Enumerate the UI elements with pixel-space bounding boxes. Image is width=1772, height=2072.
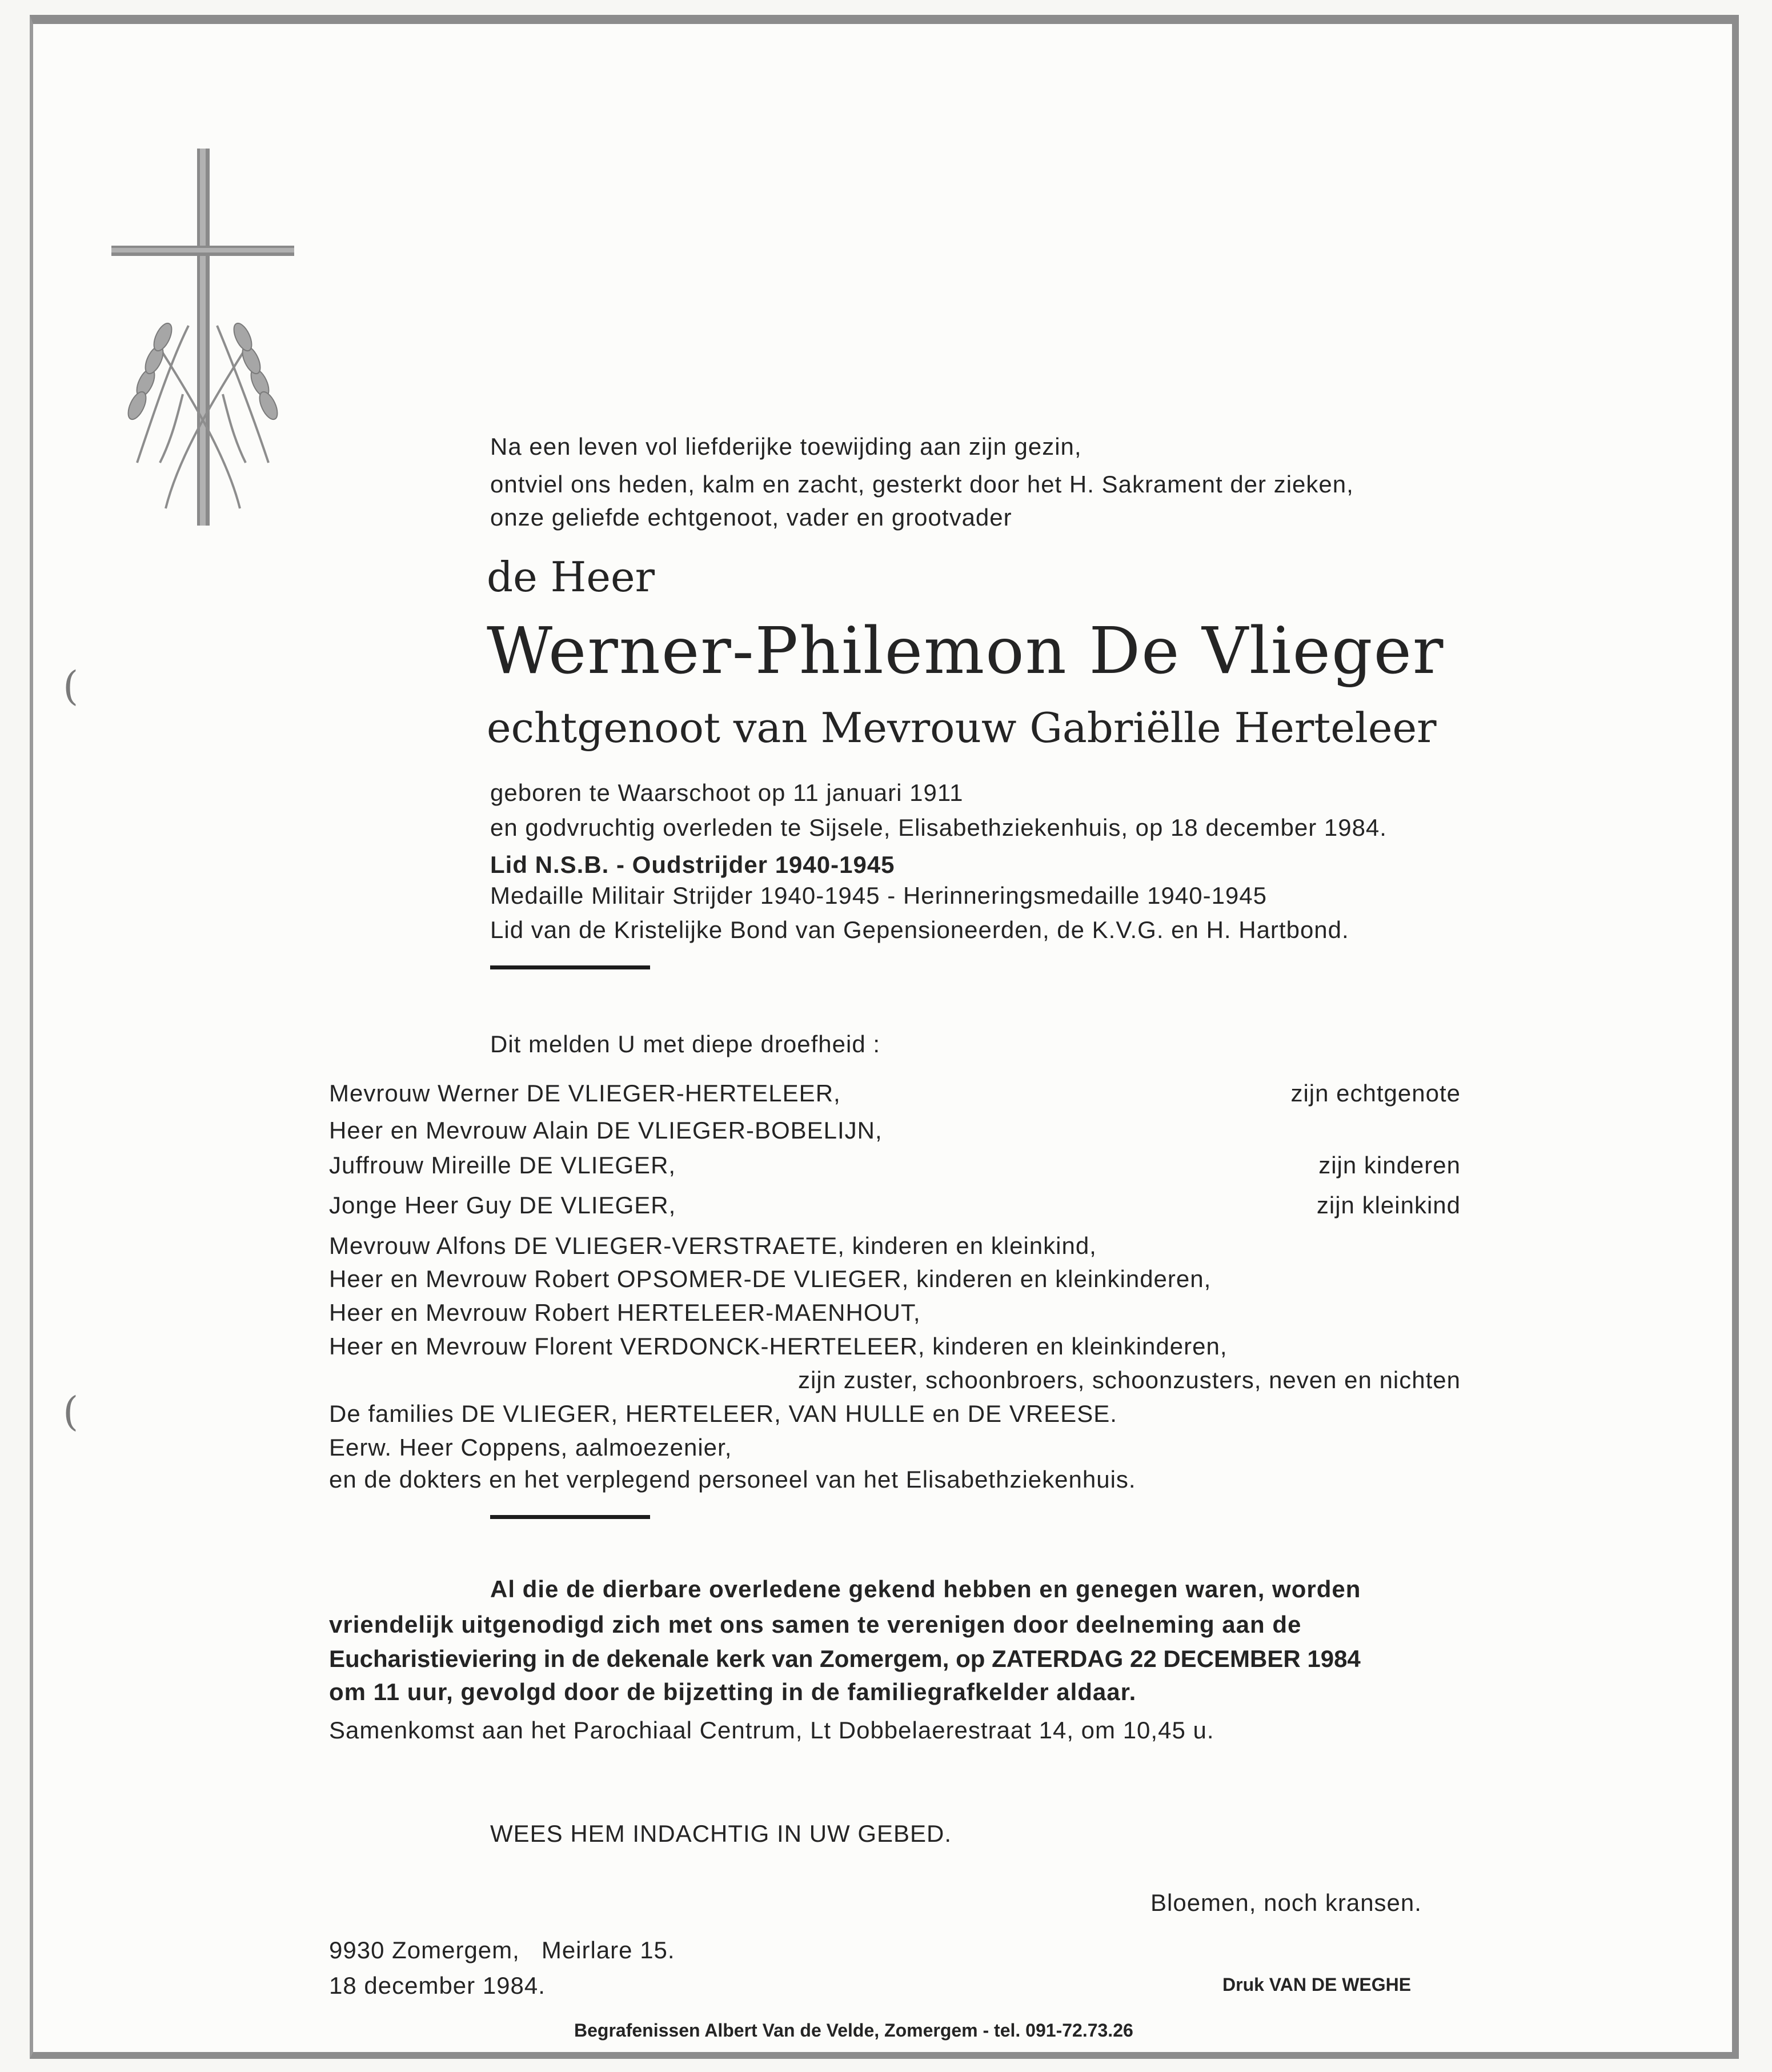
family-row-name: Mevrouw Alfons DE VLIEGER-VERSTRAETE, kinderen en kleinkind, [329,1232,1097,1259]
intro-line-2: ontviel ons heden, kalm en zacht, gesterkt door het H. Sakrament der zieken, [490,471,1354,498]
family-row-relation: zijn kinderen [1318,1152,1461,1179]
family-row-name: Heer en Mevrouw Robert HERTELEER-MAENHOUT, [329,1299,921,1326]
divider-2 [490,1515,650,1519]
announcement: Dit melden U met diepe droefheid : [490,1031,881,1057]
intro-line-3: onze geliefde echtgenoot, vader en grootvader [490,504,1012,531]
undertaker-line: Begrafenissen Albert Van de Velde, Zomergem - tel. 091-72.73.26 [574,2020,1133,2041]
flowers-note: Bloemen, noch kransen. [1150,1889,1422,1916]
family-address: 9930 Zomergem, Meirlare 15. [329,1937,675,1963]
notice-date: 18 december 1984. [329,1972,546,1999]
death-line: en godvruchtig overleden te Sijsele, Elisabethziekenhuis, op 18 december 1984. [490,814,1387,841]
meeting-line: Samenkomst aan het Parochiaal Centrum, Lt Dobbelaerestraat 14, om 10,45 u. [329,1717,1214,1744]
family-row-name: Juffrouw Mireille DE VLIEGER, [329,1152,676,1179]
invitation-line-3: Eucharistieviering in de dekenale kerk van Zomergem, op ZATERDAG 22 DECEMBER 1984 [329,1645,1361,1672]
prayer-line: WEES HEM INDACHTIG IN UW GEBED. [490,1820,952,1847]
invitation-line-1: Al die de dierbare overledene gekend hebben en genegen waren, worden [490,1576,1361,1602]
intro-line-1: Na een leven vol liefderijke toewijding aan zijn gezin, [490,433,1082,460]
family-row-name: Heer en Mevrouw Robert OPSOMER-DE VLIEGER, kinderen en kleinkinderen, [329,1265,1212,1292]
invitation-line-2: vriendelijk uitgenodigd zich met ons samen te verenigen door deelneming aan de [329,1611,1302,1638]
family-row-name: Heer en Mevrouw Florent VERDONCK-HERTELEER, kinderen en kleinkinderen, [329,1333,1228,1360]
family-row-name: Mevrouw Werner DE VLIEGER-HERTELEER, [329,1080,841,1107]
medals-line: Medaille Militair Strijder 1940-1945 - Herinneringsmedaille 1940-1945 [490,882,1268,909]
birth-line: geboren te Waarschoot op 11 januari 1911 [490,779,964,806]
honorific: de Heer [487,553,655,601]
clubs-line: Lid van de Kristelijke Bond van Gepensioneerden, de K.V.G. en H. Hartbond. [490,916,1349,943]
family-row-name: Heer en Mevrouw Alain DE VLIEGER-BOBELIJN, [329,1117,883,1144]
relatives-summary: zijn zuster, schoonbroers, schoonzusters, neven en nichten [798,1366,1461,1393]
family-row-relation: zijn echtgenote [1290,1080,1461,1107]
family-row-name: Jonge Heer Guy DE VLIEGER, [329,1192,676,1219]
invitation-line-4: om 11 uur, gevolgd door de bijzetting in de familiegrafkelder aldaar. [329,1678,1137,1705]
spouse-line: echtgenoot van Mevrouw Gabriëlle Herteleer [487,704,1437,752]
cross-wheat-icon [103,143,303,531]
families-line: De families DE VLIEGER, HERTELEER, VAN HULLE en DE VREESE. [329,1400,1117,1427]
family-row-relation: zijn kleinkind [1316,1192,1461,1219]
punch-mark-top: ( [63,663,79,710]
deceased-name: Werner-Philemon De Vlieger [487,614,1445,688]
membership-line: Lid N.S.B. - Oudstrijder 1940-1945 [490,851,895,878]
punch-mark-bottom: ( [63,1388,79,1435]
divider-1 [490,965,650,969]
printer-credit: Druk VAN DE WEGHE [1222,1974,1412,1995]
staff-line: en de dokters en het verplegend personeel van het Elisabethziekenhuis. [329,1466,1136,1493]
chaplain-line: Eerw. Heer Coppens, aalmoezenier, [329,1434,732,1461]
